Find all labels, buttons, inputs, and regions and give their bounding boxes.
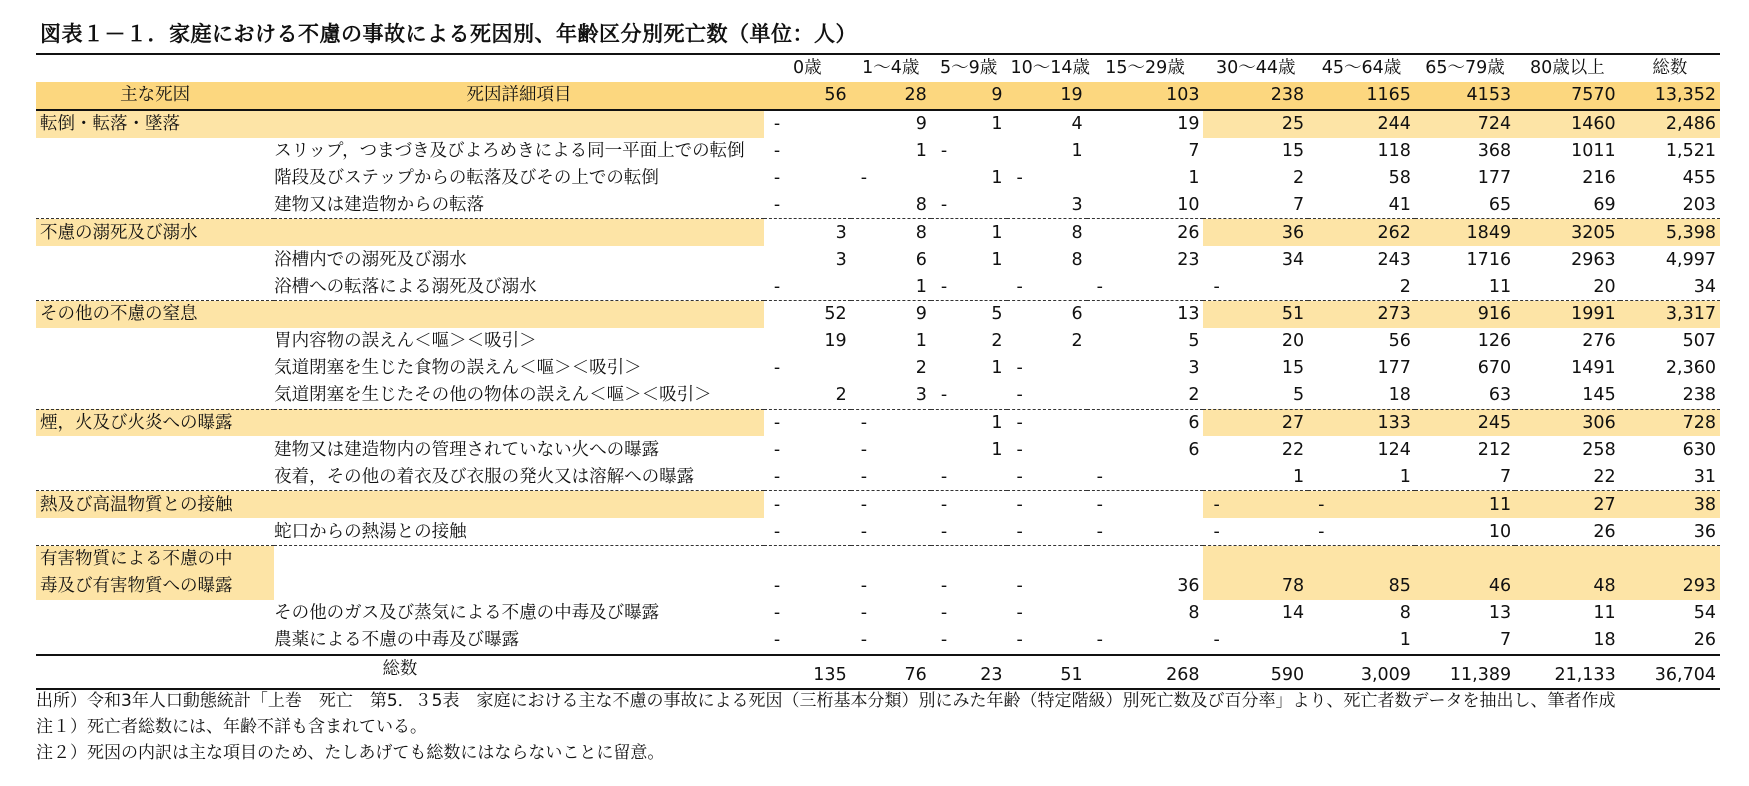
value-cell: 38 xyxy=(1620,491,1720,518)
value-cell: 1 xyxy=(1399,466,1411,487)
detail-label: 建物又は建造物からの転落 xyxy=(274,194,485,215)
category-label: 熱及び高温物質との接触 xyxy=(36,491,764,518)
empty-cell: - xyxy=(764,491,851,518)
empty-cell: - xyxy=(851,409,931,436)
category-row xyxy=(36,573,1720,600)
value-cell: 36 xyxy=(1693,521,1716,542)
empty-cell: - xyxy=(940,385,948,406)
empty-cell: - xyxy=(773,276,781,297)
empty-cell: - xyxy=(940,466,948,487)
category-row xyxy=(36,491,1720,518)
value-cell: 258 xyxy=(1582,439,1616,460)
value-cell: 10 xyxy=(1488,521,1512,542)
category-row xyxy=(36,301,1720,328)
empty-cell: - xyxy=(1016,168,1023,188)
value-cell: 2,486 xyxy=(1620,110,1720,138)
empty-cell: - xyxy=(1318,521,1325,542)
total-value: 135 xyxy=(764,655,851,689)
value-cell: 8 xyxy=(1188,603,1200,624)
blank-cell xyxy=(36,138,274,165)
empty-cell: - xyxy=(1016,630,1023,651)
value-cell: 2,360 xyxy=(1665,358,1716,379)
note-source: 出所）令和3年人口動態統計「上巻 死亡 第5．３5表 家庭における主な不慮の事故による死因（三桁基本分類）別にみた年齢（特定階級）別死亡数及び百分率」より、死亡者数データを抽出し、筆者作成 xyxy=(36,691,1616,711)
value-cell: 63 xyxy=(1488,385,1512,406)
total-value: 36,704 xyxy=(1620,655,1720,689)
age-header: 65～79歳 xyxy=(1415,54,1515,82)
value-cell: 26 xyxy=(1593,521,1616,542)
value-cell: 4,997 xyxy=(1665,249,1716,270)
header-value: 19 xyxy=(1007,82,1087,110)
value-cell: 14 xyxy=(1281,603,1305,624)
empty-cell: - xyxy=(1016,439,1023,460)
value-cell: 1 xyxy=(931,219,1007,246)
empty-cell: - xyxy=(851,491,931,518)
value-cell: 1 xyxy=(991,249,1003,270)
value-cell: 48 xyxy=(1515,573,1620,600)
value-cell: 9 xyxy=(851,301,931,328)
value-cell: 133 xyxy=(1308,409,1415,436)
detail-label: 胃内容物の誤えん＜嘔＞＜吸引＞ xyxy=(274,331,537,352)
value-cell: 36 xyxy=(1177,576,1200,597)
empty-cell: - xyxy=(773,630,781,651)
value-cell: 65 xyxy=(1488,194,1512,215)
value-cell: 293 xyxy=(1620,573,1720,600)
table-title: 図表１－１．家庭における不慮の事故による死因別、年齢区分別死亡数（単位：人） xyxy=(40,22,857,46)
age-header: 30～44歳 xyxy=(1203,54,1308,82)
detail-row xyxy=(36,246,1720,273)
total-value: 51 xyxy=(1007,655,1087,689)
blank-cell xyxy=(274,54,764,82)
value-cell: 5 xyxy=(931,301,1007,328)
value-cell: 7 xyxy=(1188,141,1200,162)
category-label-line2: 毒及び有害物質への曝露 xyxy=(36,573,274,600)
category-label: その他の不慮の窒息 xyxy=(36,301,764,328)
value-cell: 20 xyxy=(1281,331,1305,352)
blank-cell xyxy=(36,518,274,545)
empty-cell: - xyxy=(773,194,781,215)
header-value: 13,352 xyxy=(1620,82,1720,110)
value-cell: 3 xyxy=(915,385,927,406)
value-cell: 1991 xyxy=(1515,301,1620,328)
value-cell: 7 xyxy=(1499,630,1512,651)
category-label-line1: 有害物質による不慮の中 xyxy=(36,546,274,573)
blank-cell xyxy=(931,546,1007,573)
age-header: 10～14歳 xyxy=(1007,54,1087,82)
header-value: 7570 xyxy=(1515,82,1620,110)
detail-row xyxy=(36,436,1720,463)
age-header-row xyxy=(36,54,1720,82)
value-cell: 2 xyxy=(991,331,1003,352)
blank-cell xyxy=(764,546,851,573)
empty-cell: - xyxy=(773,576,781,597)
value-cell: 124 xyxy=(1377,439,1411,460)
blank-cell xyxy=(1415,546,1515,573)
empty-cell: - xyxy=(1016,466,1023,487)
value-cell: 6 xyxy=(915,249,927,270)
detail-label: 気道閉塞を生じたその他の物体の誤えん＜嘔＞＜吸引＞ xyxy=(274,385,712,406)
detail-header: 死因詳細項目 xyxy=(274,82,764,110)
main-header-row xyxy=(36,82,1720,110)
value-cell: 1 xyxy=(991,439,1003,460)
detail-label: 夜着，その他の着衣及び衣服の発火又は溶解への曝露 xyxy=(274,466,695,487)
blank-cell xyxy=(36,355,274,382)
empty-cell: - xyxy=(773,603,781,624)
value-cell: 243 xyxy=(1377,249,1411,270)
age-header: 0歳 xyxy=(764,54,851,82)
empty-cell: - xyxy=(1007,409,1087,436)
value-cell: 5,398 xyxy=(1620,219,1720,246)
header-value: 56 xyxy=(764,82,851,110)
age-header: 45～64歳 xyxy=(1308,54,1415,82)
note-1: 注１）死亡者総数には、年齢不詳も含まれている。 xyxy=(36,717,427,737)
value-cell: 6 xyxy=(1007,301,1087,328)
empty-cell: - xyxy=(1213,630,1220,651)
detail-row xyxy=(36,165,1720,192)
empty-cell: - xyxy=(860,168,868,188)
value-cell: 41 xyxy=(1388,194,1411,215)
value-cell: 455 xyxy=(1682,168,1716,188)
value-cell: 1 xyxy=(931,409,1007,436)
value-cell: 25 xyxy=(1203,110,1308,138)
value-cell: 51 xyxy=(1203,301,1308,328)
value-cell: 13 xyxy=(1087,301,1204,328)
value-cell: 1 xyxy=(1071,141,1083,162)
value-cell: 2 xyxy=(835,385,847,406)
blank-cell xyxy=(274,546,764,573)
empty-cell: - xyxy=(1016,385,1023,406)
detail-label: スリップ，つまづき及びよろめきによる同一平面上での転倒 xyxy=(274,141,745,162)
blank-cell xyxy=(36,191,274,218)
value-cell: 27 xyxy=(1515,491,1620,518)
value-cell: 6 xyxy=(1087,409,1204,436)
value-cell: 11 xyxy=(1415,491,1515,518)
blank-cell xyxy=(36,600,274,627)
age-header: 80歳以上 xyxy=(1515,54,1620,82)
total-value: 3,009 xyxy=(1308,655,1415,689)
mortality-table xyxy=(36,53,1720,690)
category-row xyxy=(36,110,1720,138)
detail-label: 農薬による不慮の中毒及び曝露 xyxy=(274,630,520,651)
empty-cell: - xyxy=(1016,603,1023,624)
value-cell: 15 xyxy=(1281,141,1305,162)
detail-row xyxy=(36,463,1720,490)
value-cell: 3 xyxy=(835,249,847,270)
empty-cell: - xyxy=(1096,521,1103,542)
value-cell: 8 xyxy=(1007,219,1087,246)
value-cell: 46 xyxy=(1415,573,1515,600)
value-cell: 216 xyxy=(1582,168,1616,188)
value-cell: 22 xyxy=(1593,466,1616,487)
value-cell: 262 xyxy=(1308,219,1415,246)
age-header: 総数 xyxy=(1620,54,1720,82)
value-cell: 368 xyxy=(1477,141,1512,162)
empty-cell: - xyxy=(940,630,948,651)
empty-cell: - xyxy=(773,168,781,188)
value-cell: 52 xyxy=(764,301,851,328)
value-cell: 31 xyxy=(1693,466,1716,487)
empty-cell: - xyxy=(1203,491,1308,518)
value-cell: 6 xyxy=(1188,439,1200,460)
detail-row xyxy=(36,627,1720,655)
value-cell: 56 xyxy=(1388,331,1411,352)
blank-cell xyxy=(36,328,274,355)
empty-cell: - xyxy=(1308,491,1415,518)
value-cell: 126 xyxy=(1477,331,1512,352)
value-cell: 1 xyxy=(1292,466,1305,487)
detail-row xyxy=(36,518,1720,545)
value-cell: 3205 xyxy=(1515,219,1620,246)
value-cell: 2 xyxy=(1292,168,1305,188)
total-row xyxy=(36,655,1720,689)
empty-cell: - xyxy=(860,630,868,651)
note-2: 注２）死因の内訳は主な項目のため、たしあげても総数にはならないことに留意。 xyxy=(36,743,665,763)
value-cell: 145 xyxy=(1582,385,1616,406)
value-cell: 36 xyxy=(1203,219,1308,246)
value-cell: 1491 xyxy=(1571,358,1616,379)
empty-cell: - xyxy=(860,576,868,597)
empty-cell: - xyxy=(860,439,868,460)
value-cell: 1849 xyxy=(1415,219,1515,246)
empty-cell: - xyxy=(773,521,781,542)
total-label: 総数 xyxy=(36,655,764,689)
value-cell: 78 xyxy=(1203,573,1308,600)
empty-cell: - xyxy=(1096,466,1103,487)
empty-cell: - xyxy=(1213,521,1220,542)
value-cell: 177 xyxy=(1477,168,1512,188)
value-cell: 273 xyxy=(1308,301,1415,328)
value-cell: 1 xyxy=(991,168,1003,188)
blank-cell xyxy=(36,627,274,655)
value-cell: 2 xyxy=(1071,331,1083,352)
detail-label: その他のガス及び蒸気による不慮の中毒及び曝露 xyxy=(274,603,660,624)
header-value: 4153 xyxy=(1415,82,1515,110)
blank-cell xyxy=(1087,546,1204,573)
total-value: 76 xyxy=(851,655,931,689)
value-cell: 20 xyxy=(1593,276,1616,297)
value-cell: 7 xyxy=(1292,194,1305,215)
value-cell: 1 xyxy=(1399,630,1411,651)
age-header: 5～9歳 xyxy=(931,54,1007,82)
header-value: 9 xyxy=(931,82,1007,110)
value-cell: 244 xyxy=(1308,110,1415,138)
blank-cell xyxy=(36,165,274,192)
total-value: 268 xyxy=(1087,655,1204,689)
detail-row xyxy=(36,382,1720,409)
blank-cell xyxy=(1203,546,1308,573)
value-cell: 3,317 xyxy=(1620,301,1720,328)
value-cell: 19 xyxy=(824,331,847,352)
footnotes xyxy=(36,688,1615,766)
value-cell: 10 xyxy=(1177,194,1200,215)
empty-cell: - xyxy=(860,521,868,542)
value-cell: 1 xyxy=(991,358,1003,379)
empty-cell: - xyxy=(773,439,781,460)
value-cell: 3 xyxy=(1188,358,1200,379)
value-cell: 1 xyxy=(915,331,927,352)
detail-row xyxy=(36,328,1720,355)
detail-label: 浴槽への転落による溺死及び溺水 xyxy=(274,276,537,297)
empty-cell: - xyxy=(773,141,781,162)
empty-cell: - xyxy=(1087,491,1204,518)
value-cell: 5 xyxy=(1292,385,1305,406)
value-cell: 670 xyxy=(1477,358,1512,379)
value-cell: 2 xyxy=(915,358,927,379)
total-value: 21,133 xyxy=(1515,655,1620,689)
empty-cell: - xyxy=(1007,491,1087,518)
value-cell: 177 xyxy=(1377,358,1411,379)
detail-row xyxy=(36,191,1720,218)
value-cell: 2963 xyxy=(1571,249,1616,270)
blank-cell xyxy=(1007,546,1087,573)
empty-cell: - xyxy=(1016,358,1023,379)
empty-cell: - xyxy=(940,521,948,542)
blank-cell xyxy=(851,546,931,573)
value-cell: 276 xyxy=(1582,331,1616,352)
value-cell: 1011 xyxy=(1571,141,1616,162)
value-cell: 306 xyxy=(1515,409,1620,436)
category-label: 不慮の溺死及び溺水 xyxy=(36,219,764,246)
empty-cell: - xyxy=(940,603,948,624)
empty-cell: - xyxy=(1213,276,1220,297)
empty-cell: - xyxy=(773,466,781,487)
value-cell: 26 xyxy=(1693,630,1716,651)
value-cell: 1 xyxy=(1188,168,1200,188)
value-cell: 23 xyxy=(1177,249,1200,270)
main-cause-header: 主な死因 xyxy=(36,82,274,110)
value-cell: 118 xyxy=(1377,141,1411,162)
detail-label: 気道閉塞を生じた食物の誤えん＜嘔＞＜吸引＞ xyxy=(274,358,642,379)
empty-cell: - xyxy=(940,576,948,597)
detail-row xyxy=(36,138,1720,165)
value-cell: 238 xyxy=(1682,385,1716,406)
header-value: 28 xyxy=(851,82,931,110)
detail-label: 建物又は建造物内の管理されていない火への曝露 xyxy=(274,439,660,460)
value-cell: 1,521 xyxy=(1665,141,1716,162)
value-cell: 19 xyxy=(1177,114,1200,135)
blank-cell xyxy=(36,382,274,409)
value-cell: 8 xyxy=(1399,603,1411,624)
empty-cell: - xyxy=(860,603,868,624)
blank-cell xyxy=(1308,546,1415,573)
value-cell: 85 xyxy=(1308,573,1415,600)
value-cell: 3 xyxy=(1071,194,1083,215)
detail-row xyxy=(36,600,1720,627)
blank-cell xyxy=(274,573,764,600)
empty-cell: - xyxy=(931,491,1007,518)
value-cell: 26 xyxy=(1087,219,1204,246)
category-row xyxy=(36,546,1720,573)
value-cell: 54 xyxy=(1693,603,1716,624)
value-cell: 1 xyxy=(991,114,1003,135)
value-cell: 3 xyxy=(764,219,851,246)
blank-cell xyxy=(36,436,274,463)
detail-label: 蛇口からの熱湯との接触 xyxy=(274,521,467,542)
value-cell: 11 xyxy=(1488,276,1512,297)
blank-cell xyxy=(36,54,274,82)
blank-cell xyxy=(36,246,274,273)
empty-cell: - xyxy=(773,358,781,379)
value-cell: 18 xyxy=(1593,630,1616,651)
value-cell: 728 xyxy=(1620,409,1720,436)
detail-label: 浴槽内での溺死及び溺水 xyxy=(274,249,467,270)
header-value: 238 xyxy=(1203,82,1308,110)
total-value: 23 xyxy=(931,655,1007,689)
empty-cell: - xyxy=(1016,521,1023,542)
value-cell: 8 xyxy=(915,194,927,215)
value-cell: 34 xyxy=(1281,249,1305,270)
value-cell: 34 xyxy=(1693,276,1716,297)
empty-cell: - xyxy=(940,194,948,215)
total-value: 590 xyxy=(1203,655,1308,689)
value-cell: 507 xyxy=(1682,331,1716,352)
value-cell: 212 xyxy=(1477,439,1512,460)
category-label: 煙，火及び火炎への曝露 xyxy=(36,409,764,436)
header-value: 1165 xyxy=(1308,82,1415,110)
value-cell: 2 xyxy=(1399,276,1411,297)
value-cell: 1460 xyxy=(1515,110,1620,138)
age-header: 1～4歳 xyxy=(851,54,931,82)
total-value: 11,389 xyxy=(1415,655,1515,689)
empty-cell: - xyxy=(764,409,851,436)
header-value: 103 xyxy=(1087,82,1204,110)
value-cell: 7 xyxy=(1499,466,1512,487)
value-cell: 13 xyxy=(1488,603,1512,624)
value-cell: 2 xyxy=(1188,385,1200,406)
empty-cell: - xyxy=(1016,576,1023,597)
empty-cell: - xyxy=(860,466,868,487)
value-cell: 1716 xyxy=(1466,249,1512,270)
blank-cell xyxy=(1620,546,1720,573)
blank-cell xyxy=(36,463,274,490)
value-cell: 27 xyxy=(1203,409,1308,436)
value-cell: 1 xyxy=(915,276,927,297)
blank-cell xyxy=(36,273,274,300)
value-cell: 4 xyxy=(1071,114,1083,135)
value-cell: 1 xyxy=(915,141,927,162)
blank-cell xyxy=(1515,546,1620,573)
value-cell: 9 xyxy=(915,114,927,135)
empty-cell: - xyxy=(1096,276,1103,297)
value-cell: 18 xyxy=(1388,385,1411,406)
value-cell: 58 xyxy=(1388,168,1411,188)
detail-row xyxy=(36,355,1720,382)
value-cell: 630 xyxy=(1682,439,1716,460)
empty-cell: - xyxy=(773,114,781,135)
value-cell: 11 xyxy=(1593,603,1616,624)
category-row xyxy=(36,409,1720,436)
value-cell: 15 xyxy=(1281,358,1305,379)
value-cell: 22 xyxy=(1281,439,1305,460)
value-cell: 245 xyxy=(1415,409,1515,436)
value-cell: 5 xyxy=(1188,331,1200,352)
value-cell: 203 xyxy=(1682,194,1716,215)
detail-label: 階段及びステップからの転落及びその上での転倒 xyxy=(274,168,659,188)
value-cell: 8 xyxy=(851,219,931,246)
age-header: 15～29歳 xyxy=(1087,54,1204,82)
empty-cell: - xyxy=(1096,630,1103,651)
value-cell: 69 xyxy=(1593,194,1616,215)
value-cell: 724 xyxy=(1415,110,1515,138)
category-label: 転倒・転落・墜落 xyxy=(36,110,764,138)
empty-cell: - xyxy=(940,141,948,162)
detail-row xyxy=(36,273,1720,300)
empty-cell: - xyxy=(940,276,948,297)
category-row xyxy=(36,219,1720,246)
value-cell: 8 xyxy=(1071,249,1083,270)
empty-cell: - xyxy=(1016,276,1023,297)
value-cell: 916 xyxy=(1415,301,1515,328)
